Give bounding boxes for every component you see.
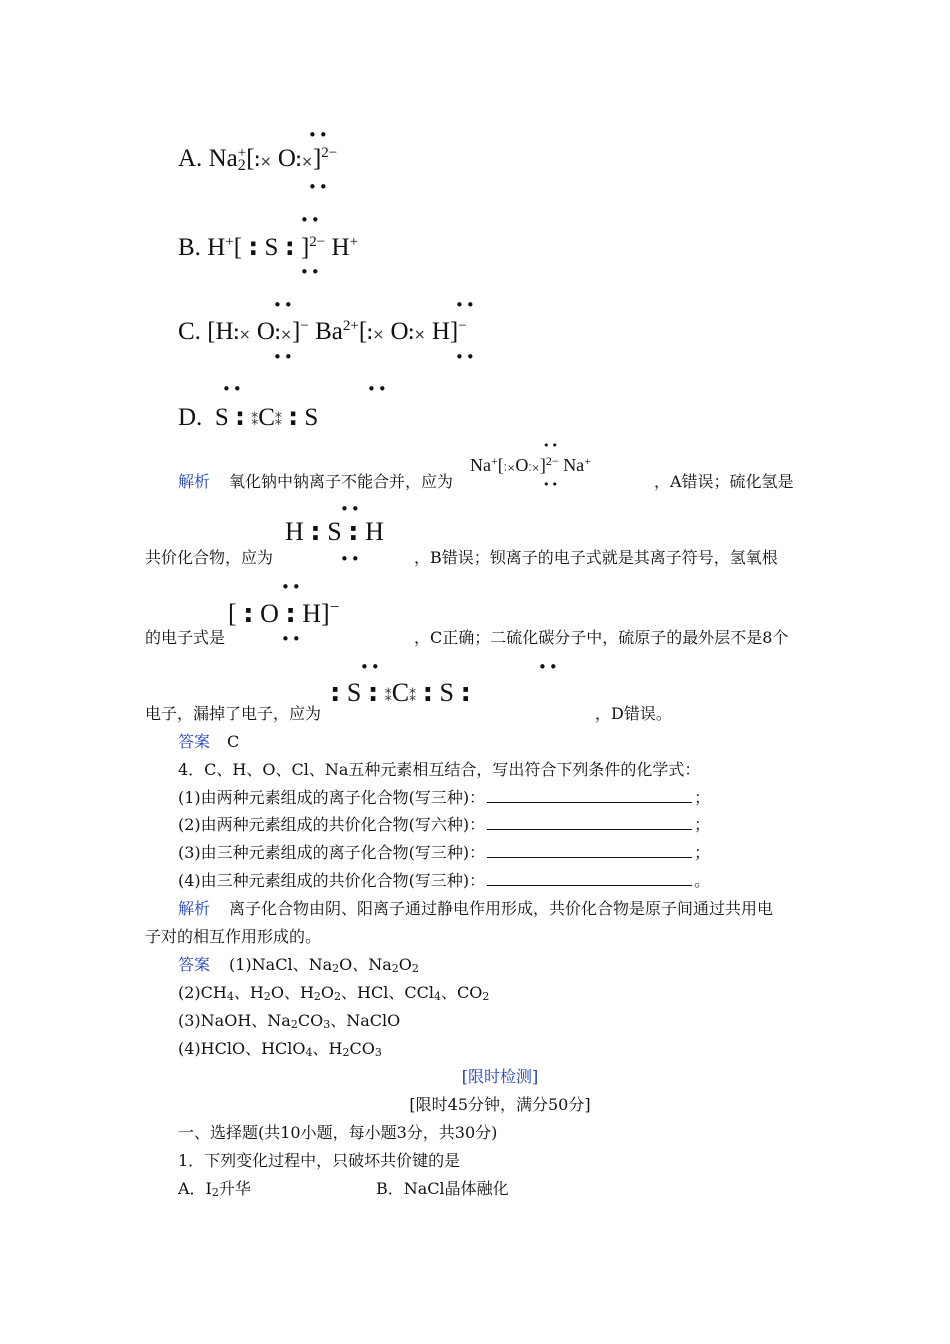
formula-cs2: : S : ⁑C⁑ : S :: [330, 678, 471, 708]
answer-line-4: (4)HClO、HClO$_4$、$H_2CO_3$: [178, 1039, 382, 1059]
section-heading: [限时检测]: [461, 1067, 539, 1086]
answer-blank[interactable]: [487, 845, 692, 858]
q1-option-a: A．$I_2$升华: [178, 1179, 251, 1199]
q4-item-2: (2)由两种元素组成的共价化合物(写六种)： ；: [178, 815, 711, 834]
answer-line-2: $(2)CH_4$、$H_2O$、$H_2O_2$、HCl、CCl$_4$、$CO_2$: [178, 983, 490, 1003]
analysis-tag: 解析: [178, 899, 211, 918]
option-label: A.: [178, 145, 203, 172]
q4-item-4: (4)由三种元素组成的共价化合物(写三种)： 。: [178, 871, 711, 890]
answer-line-1: (1)NaCl、$Na_2O$、$Na_2O_2$: [229, 955, 419, 975]
answer-blank[interactable]: [487, 873, 692, 886]
answer-tag: 答案: [178, 955, 211, 974]
option-label: C.: [178, 318, 201, 345]
answer-line-3: (3)NaOH、$Na_2CO_3$、NaClO: [178, 1011, 401, 1031]
q1-option-b: B．NaCl晶体融化: [376, 1179, 509, 1198]
answer-blank[interactable]: [487, 817, 692, 830]
formula-na2o: Na+[⁚×O⁚×]$^{2-}$ Na+: [470, 454, 591, 475]
q4-item-1: (1)由两种元素组成的离子化合物(写三种)： ；: [178, 788, 711, 807]
answer-blank[interactable]: [487, 790, 692, 803]
option-label: B.: [178, 234, 201, 261]
formula-hydroxide: [ : O : H]−: [228, 597, 340, 629]
answer-tag: 答案: [178, 732, 211, 751]
section-subheading: [限时45分钟，满分50分]: [409, 1095, 591, 1114]
q4-item-3: (3)由三种元素组成的离子化合物(写三种)： ；: [178, 843, 711, 862]
option-label: D.: [178, 404, 203, 431]
analysis-tag: 解析: [178, 472, 211, 491]
formula-h2s: H : S : H: [285, 517, 384, 547]
question-1: 1．下列变化过程中，只破坏共价键的是: [178, 1151, 461, 1170]
section-title: 一、选择题(共10小题，每小题3分，共30分): [178, 1123, 498, 1142]
